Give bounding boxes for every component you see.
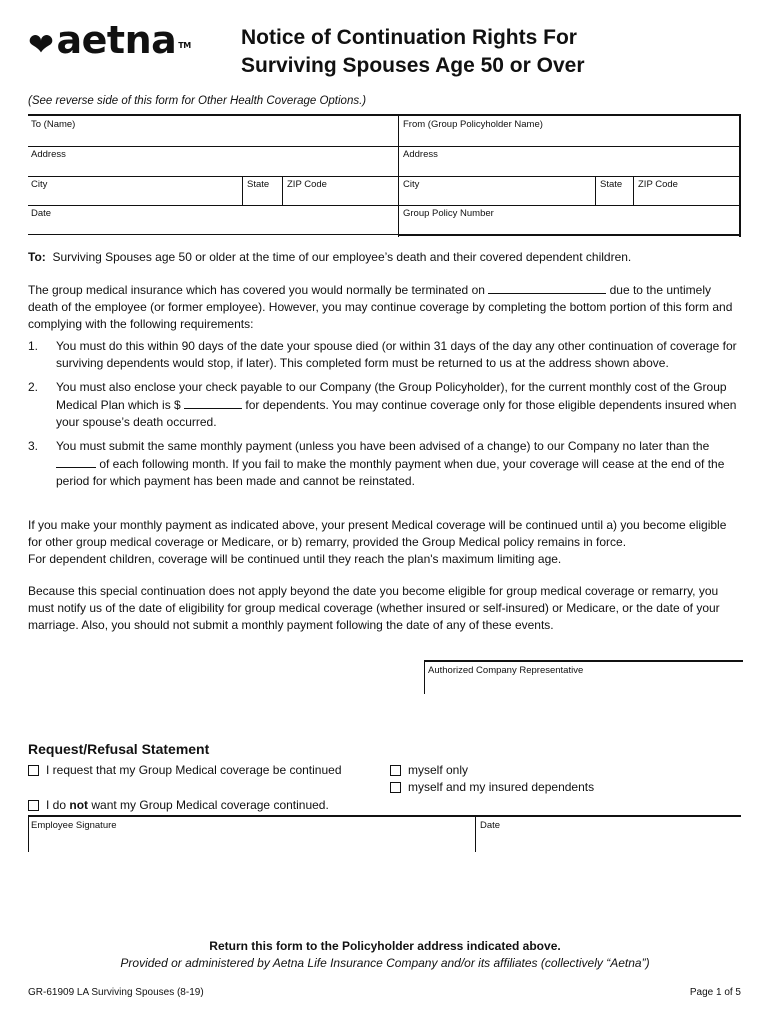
row-divider	[28, 234, 398, 235]
requirement-1	[28, 338, 740, 372]
provided-by-note: Provided or administered by Aetna Life Insurance Company and/or its affiliates (collectively “Aetna”)	[120, 956, 650, 970]
date-field[interactable]: Date	[31, 208, 52, 219]
row-divider	[28, 205, 741, 206]
zip-divider-right	[633, 176, 634, 205]
state-field-right[interactable]: State	[600, 179, 623, 190]
see-reverse-note: (See reverse side of this form for Other Health Coverage Options.)	[28, 95, 367, 107]
row-divider	[28, 146, 741, 147]
return-instructions: Return this form to the Policyholder address indicated above.	[209, 939, 561, 953]
refuse-label-b: want my Group Medical coverage continued.	[91, 798, 329, 812]
signature-date-field[interactable]: Date	[480, 820, 501, 831]
refuse-option[interactable]	[28, 797, 329, 814]
zip-field-right[interactable]: ZIP Code	[638, 179, 678, 190]
req-number: 3.	[28, 439, 39, 453]
page-number: Page 1 of 5	[689, 987, 741, 998]
requirements-list	[28, 338, 740, 497]
continuation-paragraph	[28, 517, 743, 568]
intro-paragraph	[28, 281, 743, 333]
requirement-3	[28, 438, 740, 490]
signature-row	[28, 815, 741, 852]
authorized-rep-label: Authorized Company Representative	[428, 665, 584, 676]
logo-text: aetna	[56, 18, 177, 62]
intro-text-b: due to the untimely death of the employee (or former employee). However, you may continue coverage by completing the bottom portion of this form and complying with the following requirements:	[28, 283, 733, 331]
myself-dependents-option[interactable]	[390, 779, 594, 796]
zip-divider-left	[282, 176, 283, 205]
req-text: You must do this within 90 days of the date your spouse died (or within 31 days of the day any other continuation of coverage for surviving dependents would stop, if later). This completed form must be returned to us at the address shown above.	[56, 339, 737, 370]
employee-signature-field[interactable]: Employee Signature	[31, 820, 117, 831]
city-field-right[interactable]: City	[403, 179, 420, 190]
state-divider-right	[595, 176, 596, 205]
monthly-cost-blank[interactable]	[184, 396, 242, 409]
termination-date-blank[interactable]	[488, 281, 606, 294]
continuation-text: If you make your monthly payment as indicated above, your present Medical coverage will be continued until a) you become eligible for other group medical coverage or Medicare, or b) remarry, provided the Group Medical policy remains in force.	[28, 518, 727, 549]
trademark: TM	[178, 41, 191, 50]
form-id: GR-61909 LA Surviving Spouses (8-19)	[28, 987, 204, 998]
myself-only-option[interactable]	[390, 762, 468, 779]
sig-divider	[475, 817, 476, 852]
request-refusal-title: Request/Refusal Statement	[28, 741, 210, 757]
address-form	[28, 114, 741, 237]
row-divider	[398, 234, 741, 236]
to-line	[28, 249, 743, 266]
from-name-field[interactable]: From (Group Policyholder Name)	[403, 119, 543, 130]
address-field-right[interactable]: Address	[403, 149, 438, 160]
req-number: 2.	[28, 380, 39, 394]
children-text: For dependent children, coverage will be continued until they reach the plan's maximum limiting age.	[28, 552, 562, 566]
title-line-1: Notice of Continuation Rights For	[241, 26, 577, 49]
req-number: 1.	[28, 339, 39, 353]
address-field-left[interactable]: Address	[31, 149, 66, 160]
intro-text-a: The group medical insurance which has covered you would normally be terminated on	[28, 283, 485, 297]
myself-only-label: myself only	[408, 763, 469, 777]
to-text: Surviving Spouses age 50 or older at the time of our employee’s death and their covered dependent children.	[52, 250, 632, 264]
req-text: You must submit the same monthly payment (unless you have been advised of a change) to our Company no later than the	[56, 439, 710, 453]
aetna-logo	[28, 20, 191, 66]
refuse-label-a: I do	[46, 798, 67, 812]
request-continue-label: I request that my Group Medical coverage be continued	[46, 763, 342, 777]
to-label: To:	[28, 250, 46, 264]
myself-only-checkbox[interactable]	[390, 765, 401, 776]
req-text: of each following month. If you fail to make the monthly payment when due, your coverage will cease at the end of the period for which payment has been made and cannot be reinstated.	[56, 457, 725, 488]
to-name-field[interactable]: To (Name)	[31, 119, 76, 130]
refuse-checkbox[interactable]	[28, 800, 39, 811]
group-policy-number-field[interactable]: Group Policy Number	[403, 208, 494, 219]
refuse-label-not: not	[69, 798, 89, 812]
page-title	[241, 24, 741, 80]
title-line-2: Surviving Spouses Age 50 or Over	[241, 54, 585, 77]
zip-field-left[interactable]: ZIP Code	[287, 179, 327, 190]
city-field-left[interactable]: City	[31, 179, 48, 190]
heart-icon: ❤	[28, 27, 54, 63]
authorized-rep-field[interactable]	[424, 660, 743, 694]
myself-dependents-label: myself and my insured dependents	[408, 780, 595, 794]
req-text: You must also enclose your check payable to our Company (the Group Policyholder), for the current monthly cost of the Group Medical Plan which is $	[56, 380, 727, 412]
right-edge	[739, 116, 741, 237]
payment-day-blank[interactable]	[56, 455, 96, 468]
myself-dependents-checkbox[interactable]	[390, 782, 401, 793]
request-continue-checkbox[interactable]	[28, 765, 39, 776]
notify-paragraph: Because this special continuation does not apply beyond the date you become eligible for group medical coverage or remarry, you must notify us of the date of eligibility for group medical coverage (whether insured or self-insured) or Medicare, or the date of your marriage. Also, you should not submit a monthly payment following the date of any of these events.	[28, 584, 720, 632]
request-continue-option[interactable]	[28, 762, 342, 779]
req-text: for dependents. You may continue coverage only for those eligible dependents insured when your spouse’s death occurred.	[56, 398, 737, 429]
requirement-2	[28, 379, 740, 431]
state-divider-left	[242, 176, 243, 205]
state-field-left[interactable]: State	[247, 179, 270, 190]
